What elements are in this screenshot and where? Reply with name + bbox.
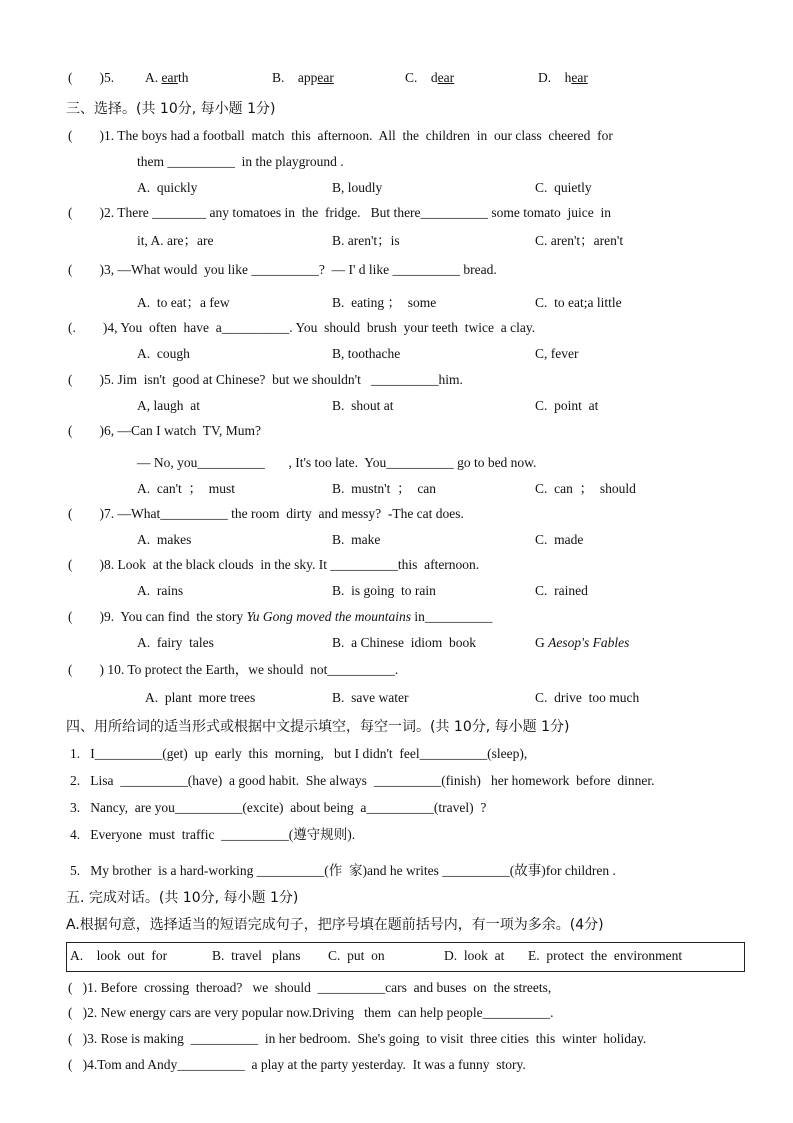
s3-q9-option-a: A. fairy tales — [137, 635, 214, 650]
section4-title: 四、用所给词的适当形式或根据中文提示填空，每空一词。(共 10分, 每小题 1分) — [66, 719, 570, 735]
s3-q2-line2: it, A. are；are — [137, 233, 214, 248]
s3-q3-option-b: B. eating ； some — [332, 295, 437, 310]
s3-q5-option-c: C. point at — [535, 398, 599, 413]
q5-option-c: C. dear — [405, 70, 455, 85]
q5-option-b: B. appear — [272, 70, 334, 85]
s3-q10-line1: ( ) 10. To protect the Earth，we should not__________. — [68, 662, 399, 677]
s3-q9-option-b: B. a Chinese idiom book — [332, 635, 476, 650]
s3-q9-line1: ( )9. You can find the story Yu Gong moved the mountains in__________ — [68, 609, 493, 624]
s3-q10-option-c: C. drive too much — [535, 690, 640, 705]
s3-q10-option-a: A. plant more trees — [145, 690, 256, 705]
s4-item-5: 5. My brother is a hard-working __________(作 家)and he writes __________(故事)for children . — [70, 863, 616, 878]
s3-q8-option-b: B. is going to rain — [332, 583, 436, 598]
s3-q9-option-c: G Aesop's Fables — [535, 635, 630, 650]
q5-pronunciation-number: ( )5. — [68, 70, 115, 85]
s3-q7-line1: ( )7. —What__________ the room dirty and messy? -The cat does. — [68, 506, 464, 521]
s4-item-1: 1. I__________(get) up early this morning, but I didn't feel__________(sleep), — [70, 746, 528, 761]
s3-q7-option-c: C. made — [535, 532, 584, 547]
s3-q8-option-a: A. rains — [137, 583, 184, 598]
s3-q6-option-b: B. mustn't ； can — [332, 481, 437, 496]
s3-q4-option-a: A. cough — [137, 346, 190, 361]
s3-q5-option-a: A, laugh at — [137, 398, 200, 413]
s3-q3-line1: ( )3, —What would you like __________? — I' d like __________ bread. — [68, 262, 497, 277]
s3-q8-option-c: C. rained — [535, 583, 588, 598]
phrase-option-e: E. protect the environment — [528, 948, 683, 963]
section5-part-a-instructions: A.根据句意，选择适当的短语完成句子，把序号填在题前括号内，有一项为多余。(4分) — [66, 917, 604, 933]
s3-q5-option-b: B. shout at — [332, 398, 394, 413]
section3-title: 三、选择。(共 10分, 每小题 1分) — [66, 101, 276, 117]
s5-q3: ( )3. Rose is making __________ in her bedroom. She's going to visit three cities this winter holiday. — [68, 1031, 647, 1046]
s3-q2-option-c: C. aren't；aren't — [535, 233, 624, 248]
s3-q7-option-b: B. make — [332, 532, 381, 547]
s4-item-4: 4. Everyone must traffic __________(遵守规则). — [70, 827, 356, 842]
s4-item-2: 2. Lisa __________(have) a good habit. She always __________(finish) her homework before dinner. — [70, 773, 655, 788]
phrase-option-c: C. put on — [328, 948, 385, 963]
s3-q4-option-b: B, toothache — [332, 346, 401, 361]
s3-q6-line2: — No, you__________ , It's too late. You__________ go to bed now. — [137, 455, 537, 470]
s3-q1-line1: ( )1. The boys had a football match this afternoon. All the children in our class cheered for — [68, 128, 613, 143]
s3-q7-option-a: A. makes — [137, 532, 192, 547]
s3-q1-option-a: A. quickly — [137, 180, 198, 195]
s3-q4-line1: (. )4, You often have a__________. You should brush your teeth twice a clay. — [68, 320, 536, 335]
s5-q1: ( )1. Before crossing theroad? we should __________cars and buses on the streets, — [68, 980, 552, 995]
s3-q1-option-c: C. quietly — [535, 180, 592, 195]
s3-q2-option-b: B. aren't；is — [332, 233, 400, 248]
s3-q6-option-c: C. can ； should — [535, 481, 636, 496]
s3-q2-line1: ( )2. There ________ any tomatoes in the fridge. But there__________ some tomato juice in — [68, 205, 612, 220]
s4-item-3: 3. Nancy, are you__________(excite) about being a__________(travel) ? — [70, 800, 487, 815]
s3-q3-option-a: A. to eat；a few — [137, 295, 230, 310]
q5-option-d: D. hear — [538, 70, 588, 85]
s3-q1-line2: them __________ in the playground . — [137, 154, 344, 169]
s3-q1-option-b: B, loudly — [332, 180, 383, 195]
phrase-option-d: D. look at — [444, 948, 505, 963]
s5-q4: ( )4.Tom and Andy__________ a play at the party yesterday. It was a funny story. — [68, 1057, 526, 1072]
phrase-option-a: A. look out for — [70, 948, 168, 963]
s5-q2: ( )2. New energy cars are very popular now.Driving them can help people__________. — [68, 1005, 554, 1020]
section5-title: 五. 完成对话。(共 10分, 每小题 1分) — [66, 890, 299, 906]
s3-q10-option-b: B. save water — [332, 690, 409, 705]
s3-q6-line1: ( )6, —Can I watch TV, Mum? — [68, 423, 261, 438]
s3-q4-option-c: C, fever — [535, 346, 579, 361]
s3-q6-option-a: A. can't ； must — [137, 481, 236, 496]
s3-q3-option-c: C. to eat;a little — [535, 295, 622, 310]
s3-q5-line1: ( )5. Jim isn't good at Chinese? but we shouldn't __________him. — [68, 372, 463, 387]
s3-q8-line1: ( )8. Look at the black clouds in the sky. It __________this afternoon. — [68, 557, 480, 572]
q5-option-a: A. earth — [145, 70, 189, 85]
phrase-option-b: B. travel plans — [212, 948, 301, 963]
